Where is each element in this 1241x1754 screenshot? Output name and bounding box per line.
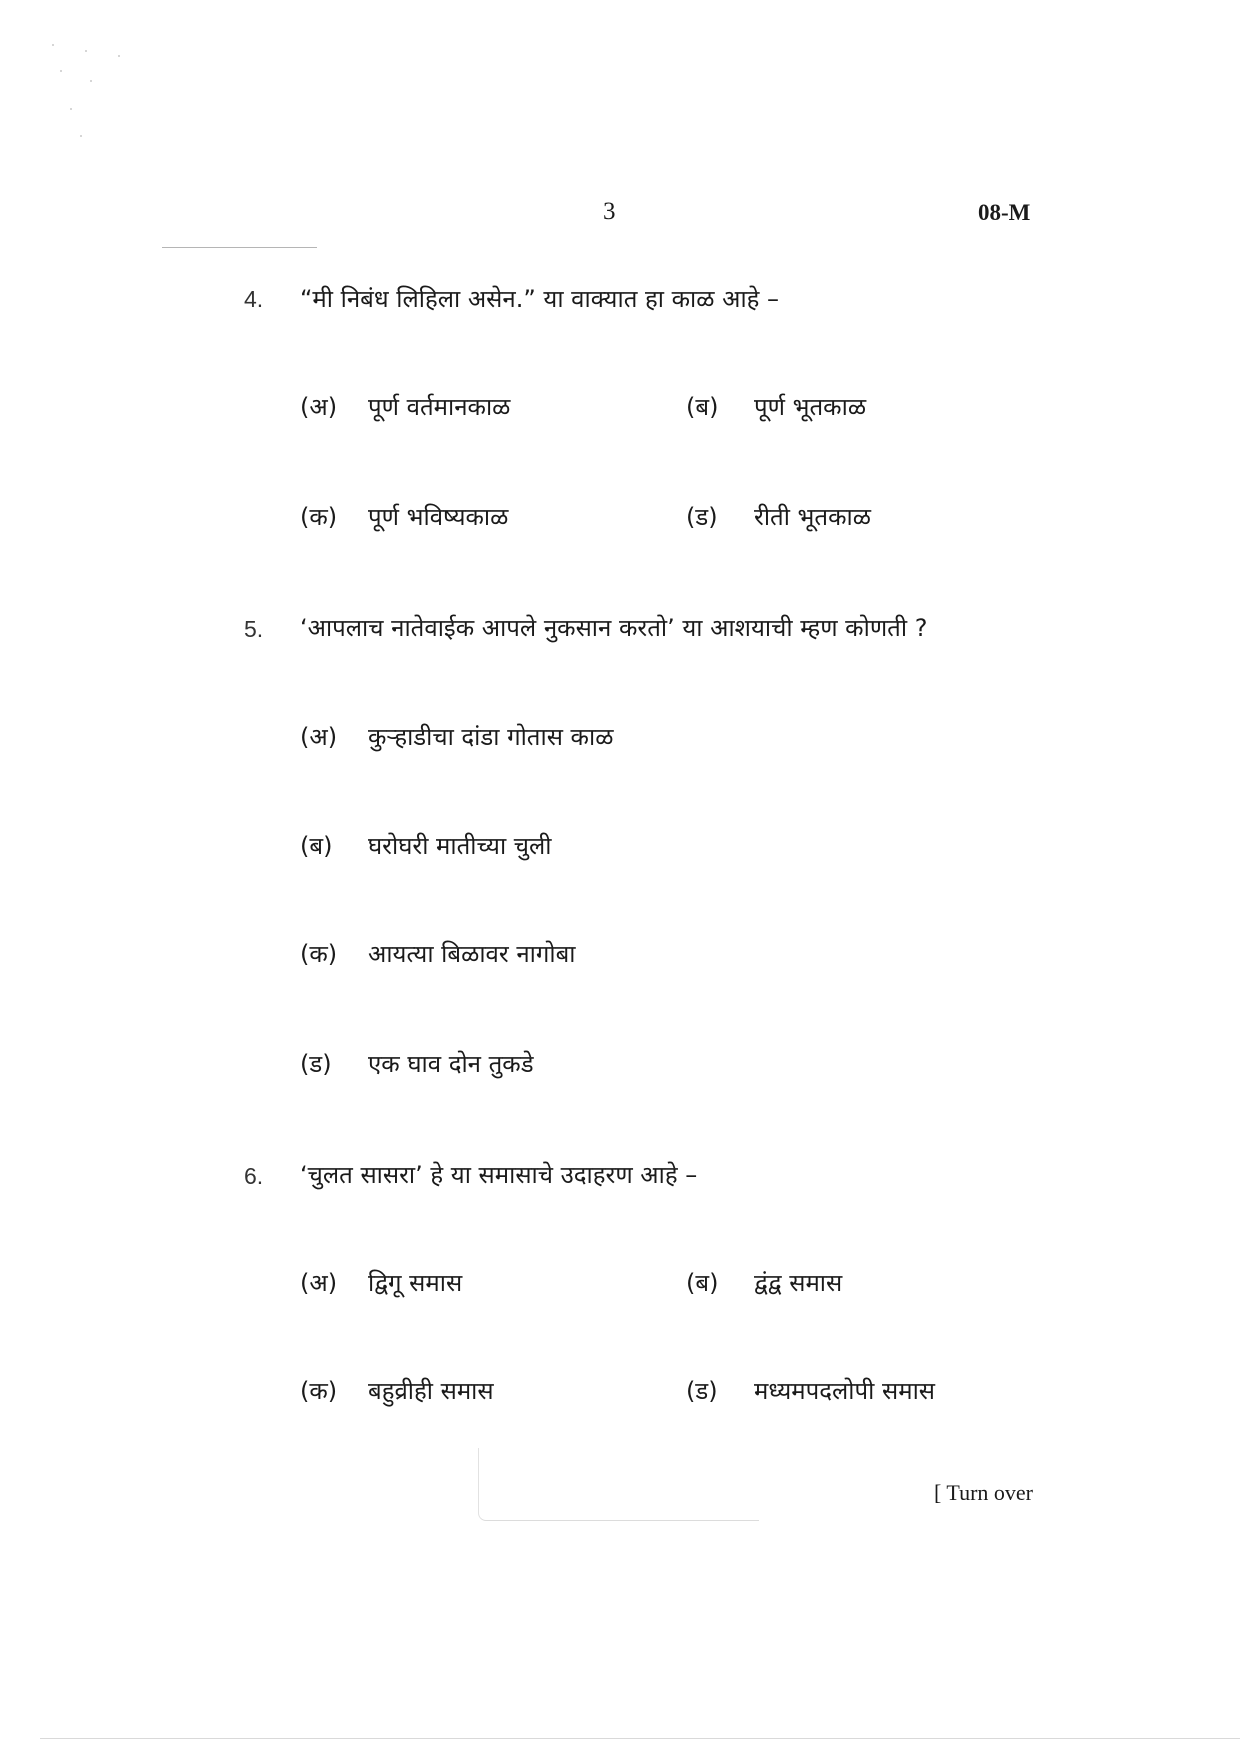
option-label: (अ) [300, 723, 338, 751]
question-6-option-a [300, 1266, 462, 1299]
question-4-text: “मी निबंध लिहिला असेन.” या वाक्यात हा काळ आहे – [300, 285, 780, 313]
option-label: (ड) [686, 503, 718, 531]
scan-speck [52, 44, 54, 46]
scan-artifact-box [478, 1448, 759, 1521]
option-text: आयत्या बिळावर नागोबा [368, 940, 576, 968]
option-text: रीती भूतकाळ [754, 503, 871, 531]
option-label: (ब) [300, 832, 333, 860]
option-text: बहुव्रीही समास [368, 1377, 494, 1405]
header-rule [162, 247, 317, 248]
option-label: (क) [300, 940, 338, 968]
option-text: पूर्ण भूतकाळ [754, 393, 867, 421]
question-5-option-d [300, 1047, 534, 1080]
bottom-rule [40, 1738, 1240, 1739]
option-text: द्विगू समास [368, 1269, 463, 1297]
option-label: (ब) [686, 393, 719, 421]
option-label: (ड) [686, 1377, 718, 1405]
question-6-option-d [686, 1374, 935, 1407]
question-4-option-b [686, 390, 866, 423]
question-4-option-a [300, 390, 510, 423]
option-text: घरोघरी मातीच्या चुली [368, 832, 552, 860]
option-label: (ड) [300, 1050, 332, 1078]
option-label: (अ) [300, 1269, 338, 1297]
question-5-option-a [300, 720, 613, 753]
option-text: पूर्ण भविष्यकाळ [368, 503, 509, 531]
question-6-option-b [686, 1266, 842, 1299]
scan-speck [90, 80, 92, 82]
scan-speck [85, 50, 87, 52]
question-5-text: ‘आपलाच नातेवाईक आपले नुकसान करतो’ या आशयाची म्हण कोणती ? [300, 614, 928, 642]
option-label: (ब) [686, 1269, 719, 1297]
option-text: पूर्ण वर्तमानकाळ [368, 393, 511, 421]
question-5-number: 5. [244, 616, 264, 642]
turn-over-note: [ Turn over [934, 1480, 1034, 1505]
question-6-option-c [300, 1374, 494, 1407]
question-4-number: 4. [244, 286, 264, 312]
option-text: द्वंद्व समास [754, 1269, 843, 1297]
scan-speck [70, 108, 72, 110]
option-label: (अ) [300, 393, 338, 421]
scan-speck [60, 70, 62, 72]
option-text: एक घाव दोन तुकडे [368, 1050, 534, 1078]
option-text: कुऱ्हाडीचा दांडा गोतास काळ [368, 723, 614, 751]
option-label: (क) [300, 503, 338, 531]
question-5-option-c [300, 937, 576, 970]
question-6-number: 6. [244, 1163, 264, 1189]
scan-speck [118, 55, 120, 57]
option-label: (क) [300, 1377, 338, 1405]
page-number: 3 [603, 198, 616, 225]
paper-code: 08-M [978, 200, 1031, 225]
question-5-option-b [300, 829, 552, 862]
scan-speck [80, 135, 82, 137]
question-4-option-d [686, 500, 871, 533]
question-6-text: ‘चुलत सासरा’ हे या समासाचे उदाहरण आहे – [300, 1161, 698, 1189]
option-text: मध्यमपदलोपी समास [754, 1377, 936, 1405]
question-4-option-c [300, 500, 508, 533]
